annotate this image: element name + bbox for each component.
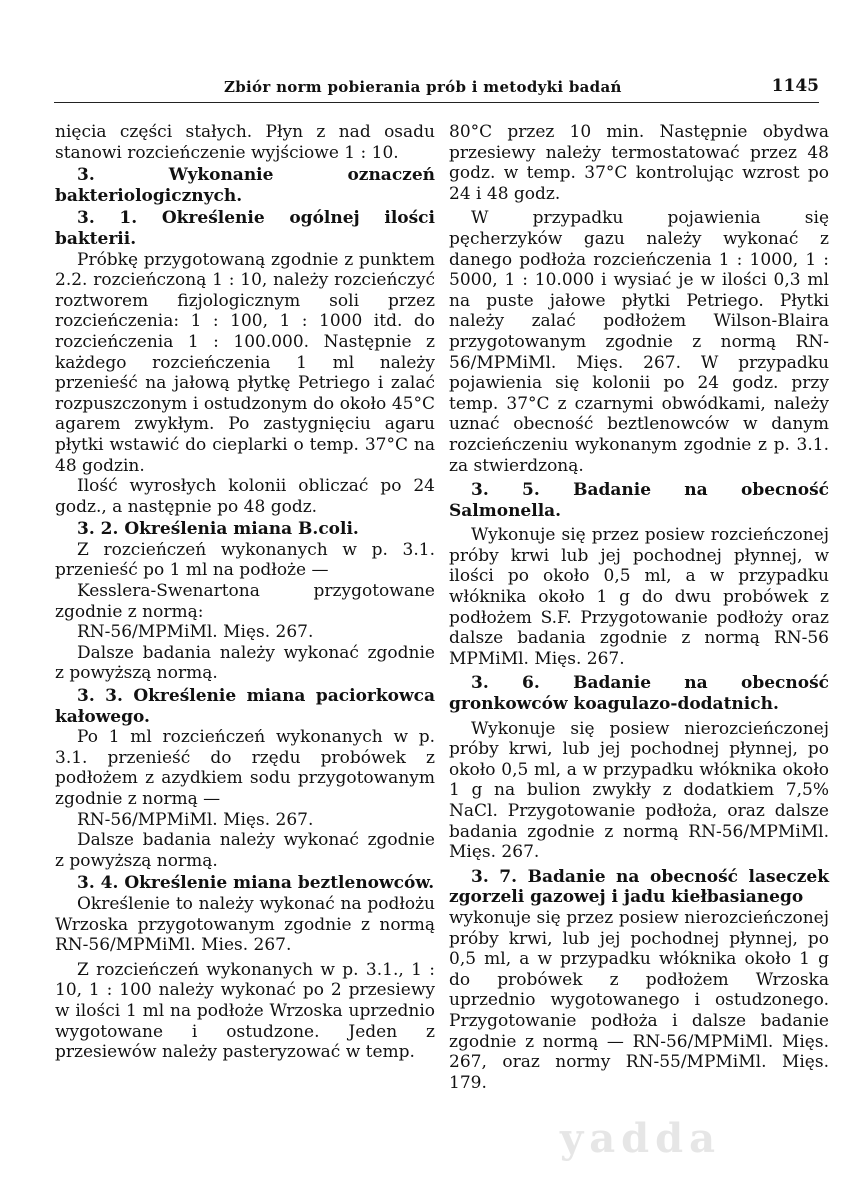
section-heading: 3. Wykonanie oznaczeń bakteriologicznych. <box>55 165 435 206</box>
paragraph: Dalsze badania należy wykonać zgodnie z powyższą normą. <box>55 830 435 871</box>
paragraph: Dalsze badania należy wykonać zgodnie z powyższą normą. <box>55 642 435 684</box>
section-heading: 3. 6. Badanie na obecność gronkowców koagulazo-dodatnich. <box>449 673 829 715</box>
norm-reference: RN-56/MPMiMl. Mięs. 267. <box>77 622 314 643</box>
page-number: 1145 <box>771 76 819 96</box>
paragraph: Z rozcieńczeń wykonanych w p. 3.1. przenieść po 1 ml na podłoże — <box>55 539 435 581</box>
section-heading: 3. 1. Określenie ogólnej ilości bakterii. <box>55 208 435 249</box>
paragraph: Po 1 ml rozcieńczeń wykonanych w p. 3.1. przenieść do rzędu probówek z podłożem z azydkiem sodu przygotowanym zgodnie z normą — <box>55 727 435 809</box>
paragraph: nięcia części stałych. Płyn z nad osadu stanowi rozcieńczenie wyjściowe 1 : 10. <box>55 122 435 163</box>
paragraph: 80°C przez 10 min. Następnie obydwa przesiewy należy termostatować przez 48 godz. w temp. 37°C kontrolując wzrost po 24 i 48 godz. <box>449 122 829 204</box>
paragraph: Z rozcieńczeń wykonanych w p. 3.1., 1 : 10, 1 : 100 należy wykonać po 2 przesiewy w ilości 1 ml na podłoże Wrzoska uprzednio wygotowane i ostudzone. Jeden z przesiewów należy pasteryzować w temp. <box>55 959 435 1063</box>
section-heading: 3. 5. Badanie na obecność Salmonella. <box>449 480 829 521</box>
paragraph: Kesslera-Swenartona przygotowane zgodnie z normą: <box>55 581 435 622</box>
paragraph: Próbkę przygotowaną zgodnie z punktem 2.2. rozcieńczoną 1 : 10, należy rozcieńczyć roztworem fizjologicznym soli przez rozcieńczenia: 1 : 100, 1 : 1000 itd. do rozcieńczenia 1 : 100.000. Następnie z każdego rozcieńczenia 1 ml należy przenieść na jałową płytkę Petriego i zalać rozpuszczonym i ostudzonym do około 45°C agarem zwykłym. Po zastygnięciu agaru płytki wstawić do cieplarki o temp. 37°C na 48 godzin. <box>55 249 435 476</box>
watermark: yadda <box>560 1115 722 1162</box>
running-title: Zbiór norm pobierania prób i metodyki badań <box>224 78 622 96</box>
paragraph: Wykonuje się posiew nierozcieńczonej próby krwi, lub jej pochodnej płynnej, po około 0,5 ml, a w przypadku włóknika około 1 g na bulion zwykły z dodatkiem 7,5% NaCl. Przygotowanie podłoża, oraz dalsze badania zgodnie z normą RN-56/MPMiMl. Mięs. 267. <box>449 718 829 863</box>
right-column <box>449 122 829 1093</box>
running-header <box>54 72 819 103</box>
left-column <box>55 122 435 1063</box>
paragraph: wykonuje się przez posiew nierozcieńczonej próby krwi, lub jej pochodnej płynnej, po 0,5 ml, a w przypadku włóknika około 1 g do probówek z podłożem Wrzoska uprzednio wygotowanego i ostudzonego. Przygotowanie podłoża i dalsze badanie zgodnie z normą — RN-56/MPMiMl. Mięs. 267, oraz normy RN-55/MPMiMl. Mięs. 179. <box>449 907 829 1093</box>
section-heading: 3. 4. Określenie miana beztlenowców. <box>77 873 435 894</box>
section-heading: 3. 2. Określenia miana B.coli. <box>77 519 359 540</box>
paragraph: Wykonuje się przez posiew rozcieńczonej próby krwi lub jej pochodnej płynnej, w ilości po około 0,5 ml, a w przypadku włóknika około 1 g do dwu probówek z podłożem S.F. Przygotowanie podłoży oraz dalsze badania zgodnie z normą RN-56 MPMiMl. Mięs. 267. <box>449 525 829 669</box>
paragraph: Ilość wyrosłych kolonii obliczać po 24 godz., a następnie po 48 godz. <box>55 476 435 517</box>
section-heading: 3. 3. Określenie miana paciorkowca kałowego. <box>55 686 435 727</box>
paragraph: Określenie to należy wykonać na podłożu Wrzoska przygotowanym zgodnie z normą RN-56/MPMiMl. Mies. 267. <box>55 893 435 956</box>
section-heading: 3. 7. Badanie na obecność laseczek zgorzeli gazowej i jadu kiełbasianego <box>449 866 829 908</box>
paragraph: W przypadku pojawienia się pęcherzyków gazu należy wykonać z danego podłoża rozcieńczenia 1 : 1000, 1 : 5000, 1 : 10.000 i wysiać je w ilości 0,3 ml na puste jałowe płytki Petriego. Płytki należy zalać podłożem Wilson-Blaira przygotowanym zgodnie z normą RN-56/MPMiMl. Mięs. 267. W przypadku pojawienia się kolonii po 24 godz. przy temp. 37°C z czarnymi obwódkami, należy uznać obecność beztlenowców w danym rozcieńczeniu wykonanym zgodnie z p. 3.1. za stwierdzoną. <box>449 208 829 476</box>
norm-reference: RN-56/MPMiMl. Mięs. 267. <box>77 809 314 830</box>
